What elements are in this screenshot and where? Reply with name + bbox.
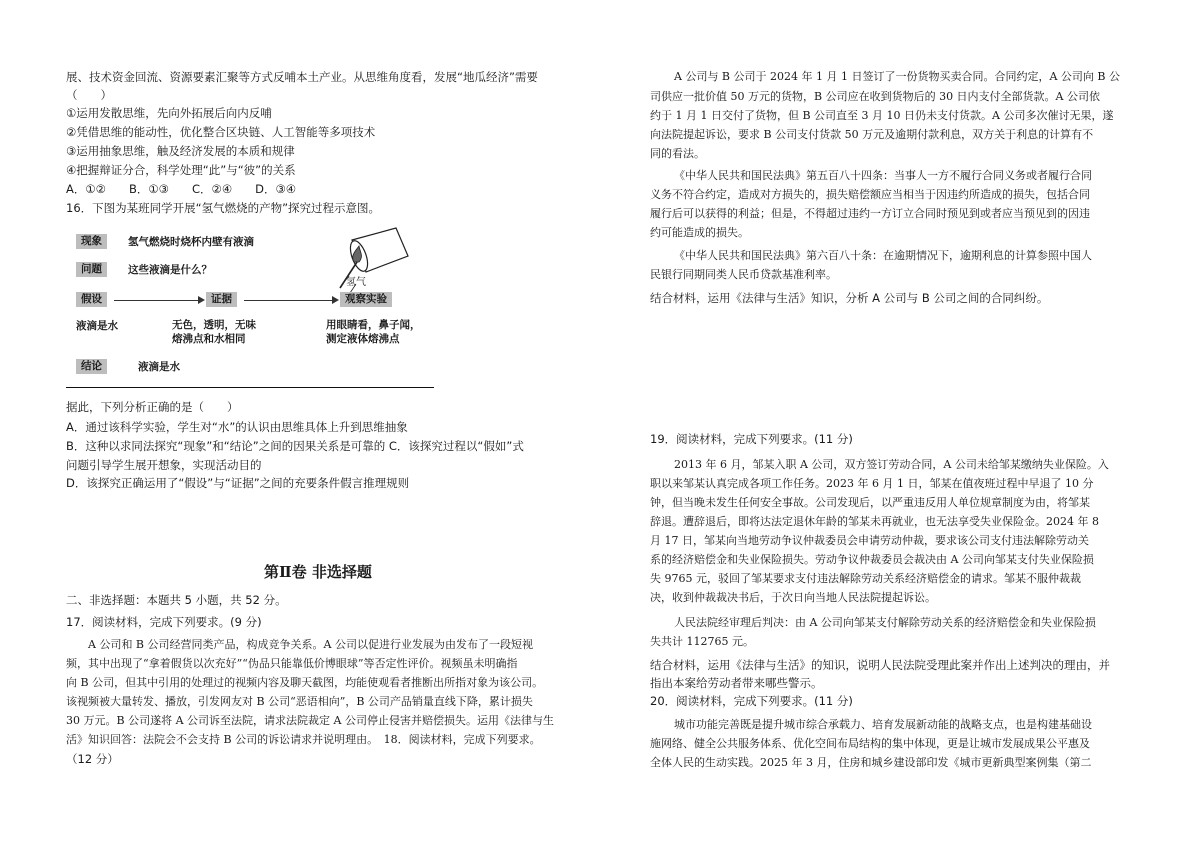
evidence-label: 证据: [206, 292, 237, 307]
question-text: 这些液滴是什么？: [128, 264, 212, 276]
q16-option-a: A．通过该科学实验，学生对“水”的认识由思维具体上升到思维抽象: [66, 420, 408, 434]
q17-material-line: 向 B 公司，但其中引用的处理过的视频内容及聊天截图，均能使观看者推断出所指对象为该公司。: [66, 676, 544, 689]
q19-material-line: 失 9765 元，驳回了邹某要求支付违法解除劳动关系经济赔偿金的请求。邹某不服仲裁裁: [650, 572, 1081, 585]
q18-material-line: 同的看法。: [650, 147, 705, 160]
beaker-flame-illustration: [326, 222, 418, 302]
part2-title: 第Ⅱ卷 非选择题: [264, 563, 372, 581]
q19-task-line: 指出本案给劳动者带来哪些警示。: [650, 676, 823, 690]
q16-option-b-c: B．这种以求同法探究“现象”和“结论”之间的因果关系是可靠的 C．该探究过程以“假如”式: [66, 439, 524, 453]
evidence-text-1: 无色，透明，无味: [172, 319, 256, 331]
q15-answer-blank: （ ）: [66, 88, 112, 102]
q16-option-d: D．该探究正确运用了“假设”与“证据”之间的充要条件假言推理规则: [66, 476, 410, 490]
q17-material-line: 该视频被大量转发、播放，引发网友对 B 公司“恶语相向”，B 公司产品销量直线下降，累计损失: [66, 695, 533, 708]
q20-material-line: 城市功能完善既是提升城市综合承载力、培育发展新动能的战略支点，也是构建基础设: [674, 718, 1092, 731]
q18-material-line: 约于 1 月 1 日交付了货物，但 B 公司直至 3 月 10 日仍未支付货款。A 公司多次催讨无果，遂: [650, 109, 1114, 122]
q15-option-4: ④把握辩证分合，科学处理“此”与“彼”的关系: [66, 163, 296, 177]
civil-code-584-line: 约可能造成的损失。: [650, 226, 749, 239]
evidence-text-2: 熔沸点和水相同: [172, 333, 246, 345]
q19-material-line: 系的经济赔偿金和失业保险损失。劳动争议仲裁委员会裁决由 A 公司向邹某支付失业保险损: [650, 553, 1094, 566]
civil-code-680-line: 《中华人民共和国民法典》第六百八十条：在逾期情况下，逾期利息的计算参照中国人: [674, 249, 1092, 262]
hypothesis-text: 液滴是水: [76, 320, 118, 332]
phenomenon-text: 氢气燃烧时烧杯内壁有液滴: [128, 236, 254, 248]
q15-option-1: ①运用发散思维，先向外拓展后向内反哺: [66, 106, 272, 120]
q18-material-line: A 公司与 B 公司于 2024 年 1 月 1 日签订了一份货物买卖合同。合同约定，A 公司向 B 公: [674, 70, 1121, 83]
observation-text-1: 用眼睛看，鼻子闻，: [326, 319, 421, 331]
q19-material-line: 辞退。遭辞退后，即将达法定退休年龄的邹某未再就业，也无法享受失业保险金。2024 年 8: [650, 515, 1099, 528]
phenomenon-label: 现象: [76, 234, 107, 249]
q15-stem-continued: 展、技术资金回流、资源要素汇聚等方式反哺本土产业。从思维角度看，发展“地瓜经济”需要: [66, 70, 538, 84]
q17-material-line: A 公司和 B 公司经营同类产品，构成竞争关系。A 公司以促进行业发展为由发布了一段短视: [88, 638, 533, 651]
q15-option-2: ②凭借思维的能动性，优化整合区块链、人工智能等多项技术: [66, 125, 376, 139]
q18-material-line: 向法院提起诉讼，要求 B 公司支付货款 50 万元及逾期付款利息，双方关于利息的计算有不: [650, 128, 1094, 141]
arrow-evidence-observation: [244, 300, 334, 301]
q19-material-line: 决，收到仲裁裁决书后，于次日向当地人民法院提起诉讼。: [650, 591, 936, 604]
q20-material-line: 全体人民的生动实践。2025 年 3 月，住房和城乡建设部印发《城市更新典型案例集（第二: [650, 756, 1092, 769]
right-column: [600, 0, 1200, 847]
q19-task-line: 结合材料，运用《法律与生活》的知识，说明人民法院受理此案并作出上述判决的理由，并: [650, 658, 1110, 672]
diagram-bottom-rule: [66, 387, 434, 388]
q19-material-line: 钟，但当晚未发生任何安全事故。公司发现后，以严重违反用人单位规章制度为由，将邹某: [650, 496, 1090, 509]
q17-title: 17．阅读材料，完成下列要求。(9 分): [66, 615, 262, 629]
hypothesis-label: 假设: [76, 292, 107, 307]
conclusion-label: 结论: [76, 359, 107, 374]
q15-choices: A．①② B．①③ C．②④ D．③④: [66, 182, 297, 196]
q17-material-line: 30 万元。B 公司遂将 A 公司诉至法院，请求法院裁定 A 公司停止侵害并赔偿损失。运用《法律与生: [66, 714, 554, 727]
question-label: 问题: [76, 262, 107, 277]
q20-title: 20．阅读材料，完成下列要求。(11 分): [650, 694, 853, 708]
q19-judgment-line: 失共计 112765 元。: [650, 635, 754, 648]
part2-instructions: 二、非选择题：本题共 5 小题，共 52 分。: [66, 593, 287, 607]
q17-material-line: 活》知识回答：法院会不会支持 B 公司的诉讼请求并说明理由。 18．阅读材料，完成下列要求。: [66, 733, 541, 746]
q19-material-line: 2013 年 6 月，邹某入职 A 公司，双方签订劳动合同，A 公司未给邹某缴纳失业保险。入: [674, 458, 1109, 471]
civil-code-584-line: 《中华人民共和国民法典》第五百八十四条：当事人一方不履行合同义务或者履行合同: [674, 169, 1092, 182]
arrow-hypothesis-evidence: [114, 300, 200, 301]
q19-title: 19．阅读材料，完成下列要求。(11 分): [650, 432, 853, 446]
observation-label: 观察实验: [340, 292, 392, 307]
conclusion-text: 液滴是水: [138, 361, 180, 373]
q17-material-line: 频，其中出现了“拿着假货以次充好”“伪品只能靠低价博眼球”等否定性评价。视频虽未明确指: [66, 657, 518, 670]
arrow-head-1: [198, 296, 205, 304]
q15-option-3: ③运用抽象思维，触及经济发展的本质和规律: [66, 144, 295, 158]
hydrogen-label: 氢气: [346, 277, 366, 288]
q19-judgment-line: 人民法院经审理后判决：由 A 公司向邹某支付解除劳动关系的经济赔偿金和失业保险损: [674, 616, 1096, 629]
arrow-head-2: [332, 296, 339, 304]
observation-text-2: 测定液体熔沸点: [326, 333, 400, 345]
q20-material-line: 施网络、健全公共服务体系、优化空间布局结构的集中体现，更是让城市发展成果公平惠及: [650, 737, 1090, 750]
q16-option-c-cont: 问题引导学生展开想象，实现活动目的: [66, 458, 262, 472]
civil-code-680-line: 民银行同期同类人民币贷款基准利率。: [650, 268, 837, 281]
q16-stem: 16．下图为某班同学开展“氢气燃烧的产物”探究过程示意图。: [66, 201, 381, 215]
q18-task: 结合材料，运用《法律与生活》知识，分析 A 公司与 B 公司之间的合同纠纷。: [650, 291, 1049, 305]
q19-material-line: 职以来邹某认真完成各项工作任务。2023 年 6 月 1 日，邹某在值夜班过程中早退了 10 分: [650, 477, 1094, 490]
civil-code-584-line: 履行后可以获得的利益；但是，不得超过违约一方订立合同时预见到或者应当预见到的因违: [650, 207, 1090, 220]
q18-material-line: 司供应一批价值 50 万元的货物，B 公司应在收到货物后的 30 日内支付全部货款。A 公司依: [650, 90, 1100, 103]
q18-score: （12 分）: [66, 752, 119, 766]
q16-question: 据此，下列分析正确的是（ ）: [66, 400, 239, 414]
civil-code-584-line: 义务不符合约定，造成对方损失的，损失赔偿额应当相当于因违约所造成的损失，包括合同: [650, 188, 1090, 201]
q19-material-line: 月 17 日，邹某向当地劳动争议仲裁委员会申请劳动仲裁，要求该公司支付违法解除劳动关: [650, 534, 1089, 547]
